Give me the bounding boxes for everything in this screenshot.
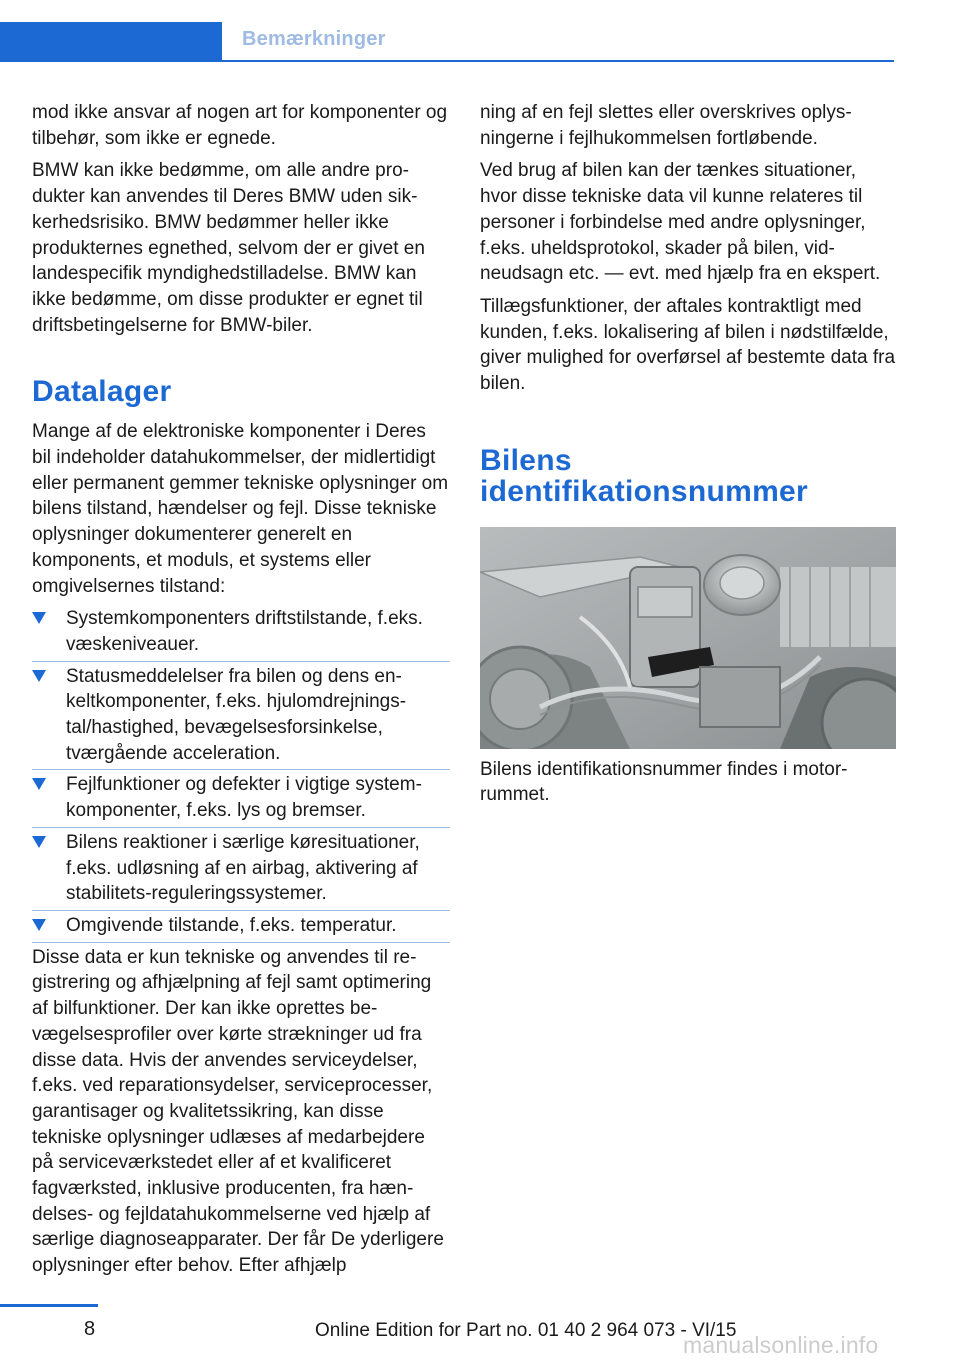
right-paragraph-3: Tillægsfunktioner, der aftales kontraktligt med kunden, f.eks. lokalisering af bilen i nødstilfælde, giver mulighed for overførsel af bestemte data fra bilen. xyxy=(480,295,896,395)
list-item xyxy=(32,664,450,767)
left-column xyxy=(32,100,450,1286)
list-item-text: Fejlfunktioner og defekter i vigtige systemkomponenter, f.eks. lys og bremser. xyxy=(66,774,422,822)
list-item-text: Omgivende tilstande, f.eks. temperatur. xyxy=(66,914,397,936)
datalager-lead: Mange af de elektroniske komponenter i Deres bil indeholder datahukommelser, der midlertidigt eller permanent gemmer tekniske oplysninger om bilens tilstand, hændelser og fejl. Disse tekniske oplysninger dokumenterer generelt en komponents, et moduls, et systems eller omgivelsernes tilstand: xyxy=(32,421,449,597)
watermark: manualsonline.info xyxy=(683,1332,879,1358)
triangle-bullet-icon xyxy=(32,919,46,931)
list-item xyxy=(32,606,450,657)
triangle-bullet-icon xyxy=(32,836,46,848)
engine-bay-photo xyxy=(480,527,896,749)
heading-vin-line1: Bilens xyxy=(480,443,572,477)
data-list xyxy=(32,606,450,938)
heading-vin-line2: identifikationsnummer xyxy=(480,474,809,508)
intro-paragraph-1: mod ikke ansvar af nogen art for komponenter og tilbehør, som ikke er egnede. xyxy=(32,102,448,149)
photo-caption: Bilens identifikationsnummer findes i motorrummet. xyxy=(480,758,848,806)
right-column xyxy=(480,100,898,815)
list-item-text: Bilens reaktioner i særlige køresituationer, f.eks. udløsning af en airbag, aktivering af stabilitets-reguleringssystemer. xyxy=(66,831,420,905)
list-item xyxy=(32,913,450,939)
edition-info: Online Edition for Part no. 01 40 2 964 073 - VI/15 xyxy=(315,1320,737,1341)
footer-rule xyxy=(0,1304,98,1307)
list-item-text: Systemkomponenters driftstilstande, f.eks. væskeniveauer. xyxy=(66,608,423,655)
right-paragraph-2: Ved brug af bilen kan der tænkes situationer, hvor disse tekniske data vil kunne relateres til personer i forbindelse med andre oplysninger, f.eks. uheldsprotokol, skader på bilen, vidneudsagn etc. — evt. med hjælp fra en ekspert. xyxy=(480,160,881,285)
triangle-bullet-icon xyxy=(32,612,46,624)
heading-vin xyxy=(480,445,898,507)
heading-datalager: Datalager xyxy=(32,375,172,409)
right-paragraph-1: ning af en fejl slettes eller overskrives oplysningerne i fejlhukommelsen fortløbende. xyxy=(480,102,852,149)
triangle-bullet-icon xyxy=(32,778,46,790)
intro-paragraph-2: BMW kan ikke bedømme, om alle andre produkter kan anvendes til Deres BMW uden sikkerhedsrisiko. BMW bedømmer heller ikke produkternes egnethed, selvom der er givet en landespecifik myndighedstilladelse. BMW kan ikke bedømme, om disse produkter er egnet til driftsbetingelserne for BMW-biler. xyxy=(32,160,425,336)
section-title: Bemærkninger xyxy=(242,28,386,50)
header-rule xyxy=(222,60,894,62)
closing-paragraph: Disse data er kun tekniske og anvendes til registrering og afhjælpning af fejl samt optimering af bilfunktioner. Der kan ikke oprettes bevægelsesprofiler over kørte strækninger ud fra disse data. Hvis der anvendes serviceydelser, f.eks. ved reparationsydelser, serviceprocesser, garantisager og kvalitetssikring, kan disse tekniske oplysninger udlæses af medarbejdere på serviceværkstedet eller af et kvalificeret fagværksted, inklusive producenten, fra hændelses- og fejldatahukommelserne ved hjælp af særlige diagnoseapparater. Der får De yderligere oplysninger efter behov. Efter afhjælp xyxy=(32,946,444,1277)
list-item xyxy=(32,830,450,907)
page-number: 8 xyxy=(84,1318,96,1340)
list-item xyxy=(32,772,450,823)
header-accent-bar xyxy=(0,22,222,62)
list-item-text: Statusmeddelelser fra bilen og dens enkeltkomponenter, f.eks. hjulomdrejningstal/hastighed, bevægelsesforsinkelse, tværgående acceleration. xyxy=(66,665,407,764)
triangle-bullet-icon xyxy=(32,670,46,682)
